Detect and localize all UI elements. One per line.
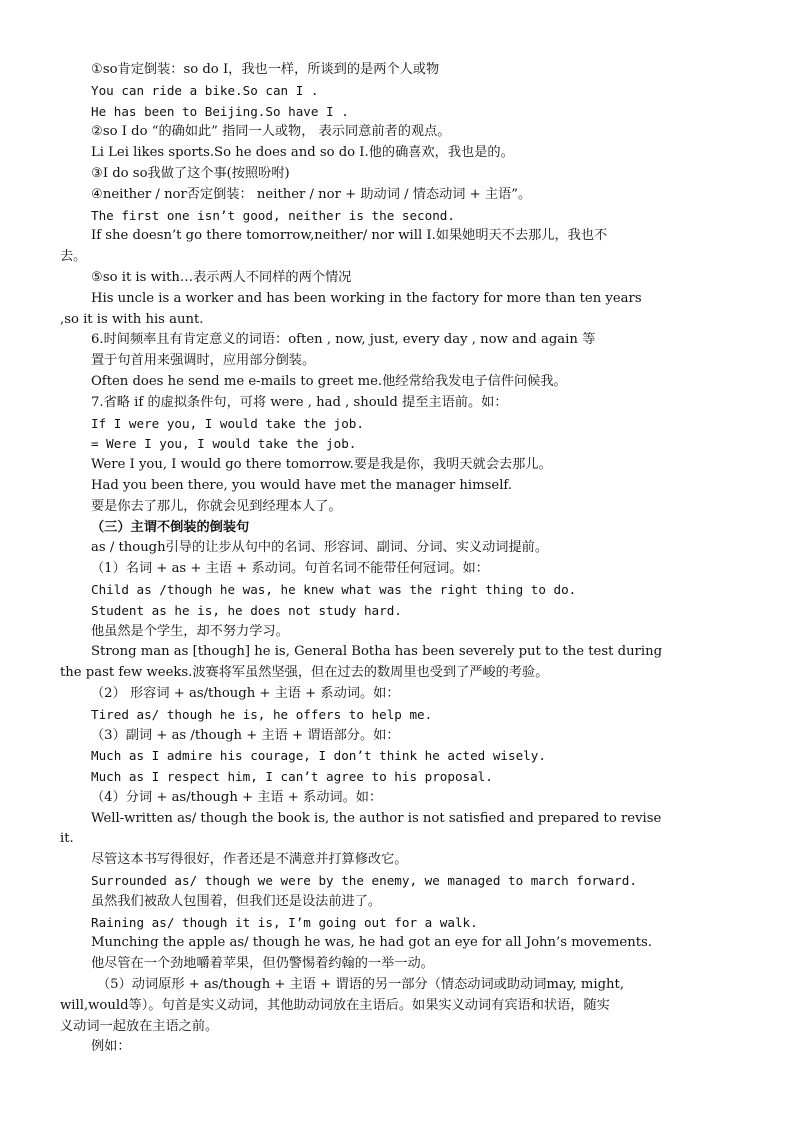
text-line: Often does he send me e-mails to greet me.他经常给我发电子信件问候我。: [91, 373, 567, 389]
text-line: Student as he is, he does not study hard.: [91, 602, 402, 618]
text-line: The first one isn’t good, neither is the second.: [91, 207, 455, 223]
text-line: Surrounded as/ though we were by the enemy, we managed to march forward.: [91, 873, 637, 889]
text-line: You can ride a bike.So can I .: [91, 82, 319, 98]
text-line: ②so I do “的确如此” 指同一人或物， 表示同意前者的观点。: [91, 124, 451, 140]
text-line: 虽然我们被敌人包围着，但我们还是设法前进了。: [91, 893, 382, 909]
text-line: （3）副词 + as /though + 主语 + 谓语部分。如：: [91, 727, 400, 743]
text-line: it.: [60, 831, 74, 847]
text-line: Were I you, I would go there tomorrow.要是我是你，我明天就会去那儿。: [91, 457, 552, 473]
text-line: Had you been there, you would have met the manager himself.: [91, 477, 513, 493]
text-line: 要是你去了那儿，你就会见到经理本人了。: [91, 498, 342, 514]
text-line: Tired as/ though he is, he offers to help me.: [91, 706, 433, 722]
text-line: Much as I admire his courage, I don’t think he acted wisely.: [91, 748, 546, 764]
text-line: the past few weeks.波赛将军虽然坚强，但在过去的数周里也受到了严峻的考验。: [60, 665, 549, 681]
document-page: [60, 60, 734, 1058]
text-line: Raining as/ though it is, I’m going out for a walk.: [91, 914, 478, 930]
text-line: 6.时间频率且有肯定意义的词语：often , now, just, every day , now and again 等: [91, 332, 596, 348]
section-heading: （三）主谓不倒装的倒装句: [91, 519, 250, 535]
text-line: If I were you, I would take the job.: [91, 415, 364, 431]
text-line: as / though引导的让步从句中的名词、形容词、副词、分词、实义动词提前。: [91, 540, 549, 556]
text-line: 他尽管在一个劲地嚼着苹果，但仍警惕着约翰的一举一动。: [91, 956, 434, 972]
text-line: 7.省略 if 的虚拟条件句，可将 were , had , should 提至主语前。如：: [91, 394, 508, 410]
text-line: Strong man as [though] he is, General Botha has been severely put to the test during: [91, 644, 663, 660]
text-line: If she doesn’t go there tomorrow,neither/ nor will I.如果她明天不去那儿，我也不: [91, 228, 608, 244]
text-line: 置于句首用来强调时，应用部分倒装。: [91, 353, 316, 369]
text-line: His uncle is a worker and has been working in the factory for more than ten years: [91, 290, 642, 306]
text-line: ,so it is with his aunt.: [60, 311, 204, 327]
text-line: 义动词一起放在主语之前。: [60, 1018, 219, 1034]
text-line: Li Lei likes sports.So he does and so do I.他的确喜欢，我也是的。: [91, 145, 514, 161]
text-line: Well-written as/ though the book is, the author is not satisfied and prepared to revise: [91, 810, 662, 826]
text-line: 去。: [60, 249, 87, 265]
text-line: 例如：: [91, 1039, 131, 1055]
text-line: ①so肯定倒装：so do I，我也一样，所谈到的是两个人或物: [91, 62, 440, 77]
text-line: will,would等）。句首是实义动词，其他助动词放在主语后。如果实义动词有宾语和状语，随实: [60, 997, 610, 1013]
text-line: = Were I you, I would take the job.: [91, 436, 357, 452]
text-line: （2） 形容词 + as/though + 主语 + 系动词。如：: [91, 685, 400, 701]
text-line: ③I do so我做了这个事(按照吩咐): [91, 165, 290, 181]
text-line: Much as I respect him, I can’t agree to his proposal.: [91, 769, 493, 785]
text-line: ⑤so it is with…表示两人不同样的两个情况: [91, 269, 352, 285]
text-line: He has been to Beijing.So have I .: [91, 103, 349, 119]
text-line: （5）动词原形 + as/though + 主语 + 谓语的另一部分（情态动词或助动词may, might,: [97, 977, 625, 993]
text-line: ④neither / nor否定倒装： neither / nor + 助动词 / 情态动词 + 主语”。: [91, 186, 532, 202]
text-line: （1）名词 + as + 主语 + 系动词。句首名词不能带任何冠词。如：: [91, 561, 489, 577]
text-line: Child as /though he was, he knew what was the right thing to do.: [91, 581, 577, 597]
text-line: 他虽然是个学生，却不努力学习。: [91, 623, 289, 639]
text-line: Munching the apple as/ though he was, he had got an eye for all John’s movements.: [91, 935, 652, 951]
text-line: 尽管这本书写得很好，作者还是不满意并打算修改它。: [91, 852, 408, 868]
text-line: （4）分词 + as/though + 主语 + 系动词。如：: [91, 789, 383, 805]
